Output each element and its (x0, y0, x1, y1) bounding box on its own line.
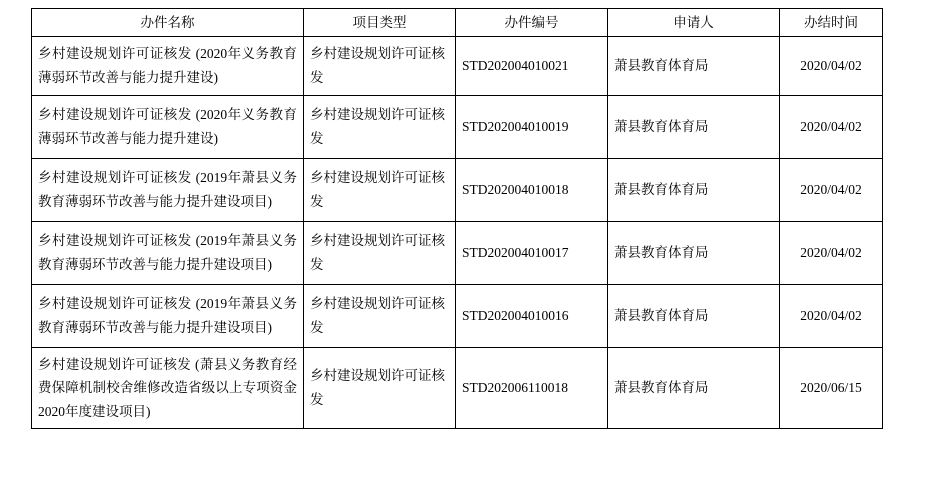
cell-applicant: 萧县教育体育局 (608, 285, 780, 348)
cell-name: 乡村建设规划许可证核发 (2019年萧县义务教育薄弱环节改善与能力提升建设项目) (32, 159, 304, 222)
cell-applicant: 萧县教育体育局 (608, 37, 780, 96)
cell-name: 乡村建设规划许可证核发 (2020年义务教育薄弱环节改善与能力提升建设) (32, 96, 304, 159)
cell-applicant: 萧县教育体育局 (608, 348, 780, 429)
table-row (32, 37, 883, 96)
cell-type: 乡村建设规划许可证核发 (304, 222, 456, 285)
cell-code: STD202004010017 (456, 222, 608, 285)
cell-type: 乡村建设规划许可证核发 (304, 285, 456, 348)
table-row (32, 222, 883, 285)
table-header-row (32, 9, 883, 37)
cell-code: STD202004010018 (456, 159, 608, 222)
table-header (32, 9, 883, 37)
cell-name: 乡村建设规划许可证核发 (萧县义务教育经费保障机制校舍维修改造省级以上专项资金2020年度建设项目) (32, 348, 304, 429)
column-header-code: 办件编号 (456, 9, 608, 37)
records-table (31, 8, 883, 429)
cell-code: STD202004010021 (456, 37, 608, 96)
table-body (32, 37, 883, 429)
table-row (32, 96, 883, 159)
cell-code: STD202004010019 (456, 96, 608, 159)
column-header-type: 项目类型 (304, 9, 456, 37)
cell-applicant: 萧县教育体育局 (608, 159, 780, 222)
cell-applicant: 萧县教育体育局 (608, 222, 780, 285)
cell-date: 2020/04/02 (780, 285, 883, 348)
cell-name: 乡村建设规划许可证核发 (2019年萧县义务教育薄弱环节改善与能力提升建设项目) (32, 285, 304, 348)
cell-name: 乡村建设规划许可证核发 (2019年萧县义务教育薄弱环节改善与能力提升建设项目) (32, 222, 304, 285)
table-row (32, 348, 883, 429)
cell-date: 2020/04/02 (780, 222, 883, 285)
cell-type: 乡村建设规划许可证核发 (304, 96, 456, 159)
table-row (32, 285, 883, 348)
cell-type: 乡村建设规划许可证核发 (304, 159, 456, 222)
cell-name: 乡村建设规划许可证核发 (2020年义务教育薄弱环节改善与能力提升建设) (32, 37, 304, 96)
column-header-applicant: 申请人 (608, 9, 780, 37)
cell-date: 2020/04/02 (780, 159, 883, 222)
column-header-date: 办结时间 (780, 9, 883, 37)
column-header-name: 办件名称 (32, 9, 304, 37)
cell-code: STD202004010016 (456, 285, 608, 348)
cell-code: STD202006110018 (456, 348, 608, 429)
cell-applicant: 萧县教育体育局 (608, 96, 780, 159)
cell-date: 2020/04/02 (780, 96, 883, 159)
cell-date: 2020/04/02 (780, 37, 883, 96)
cell-date: 2020/06/15 (780, 348, 883, 429)
cell-type: 乡村建设规划许可证核发 (304, 37, 456, 96)
table-row (32, 159, 883, 222)
cell-type: 乡村建设规划许可证核发 (304, 348, 456, 429)
